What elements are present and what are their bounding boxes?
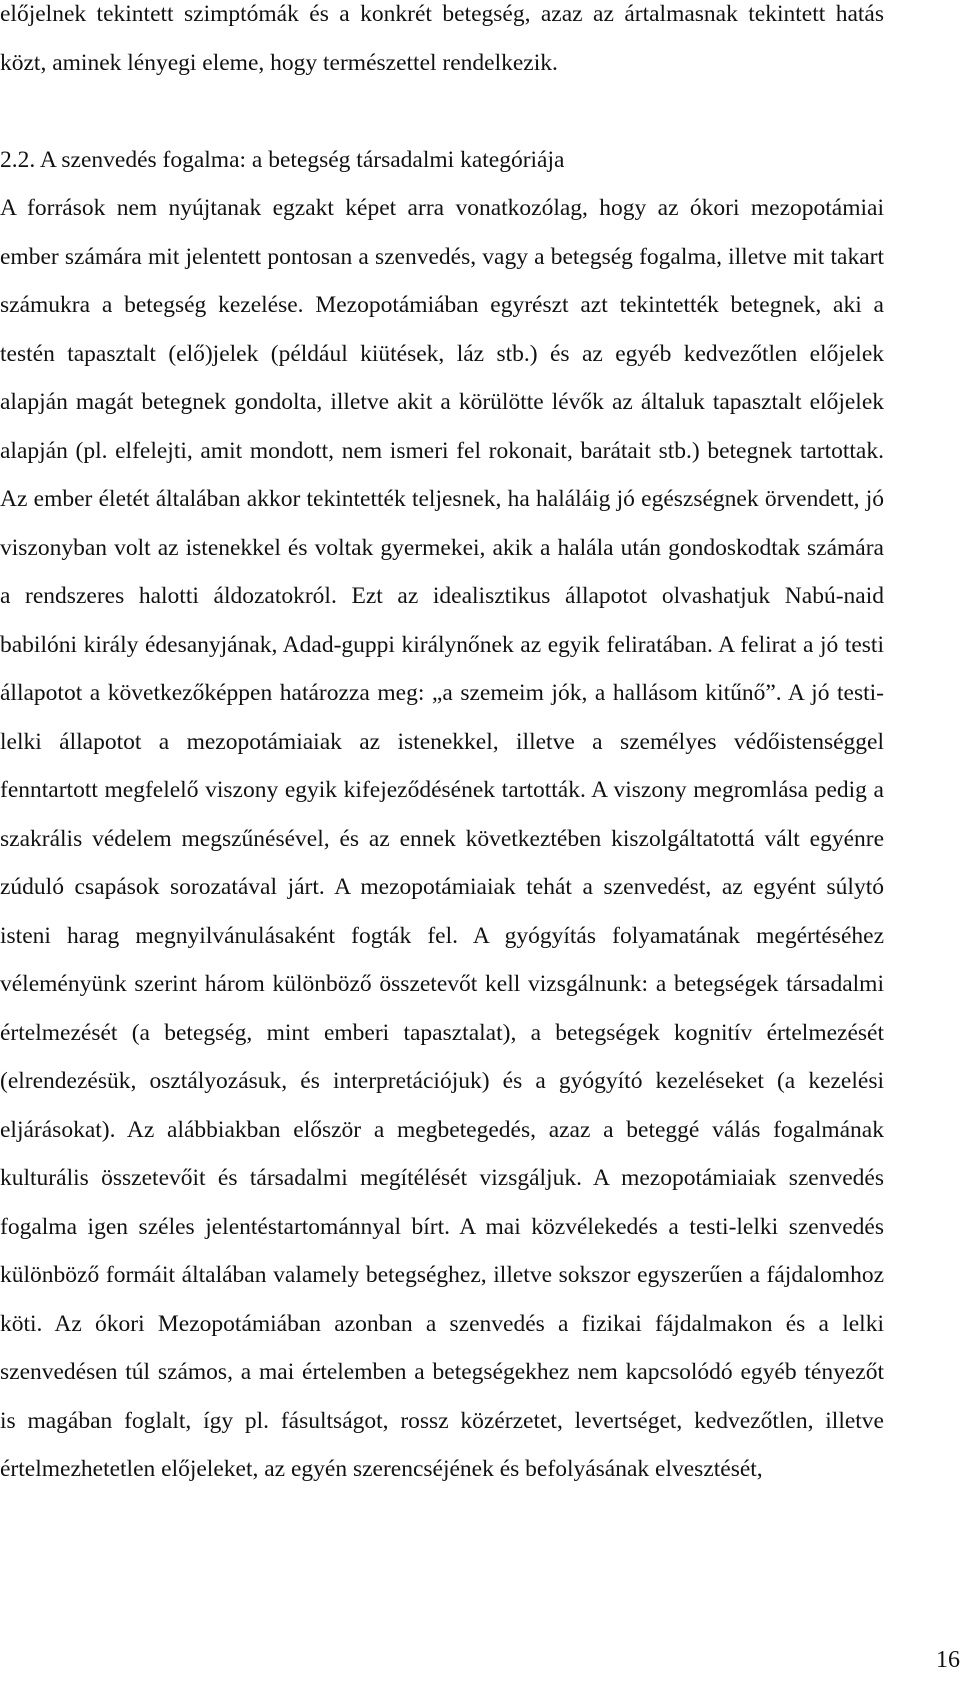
section-heading: 2.2. A szenvedés fogalma: a betegség társadalmi kategóriája bbox=[0, 146, 565, 173]
body-paragraph: A források nem nyújtanak egzakt képet arra vonatkozólag, hogy az ókori mezopotámiai ember számára mit jelentett pontosan a szenvedés, vagy a betegség fogalma, illetve mit takart számukra a betegség kezelése. Mezopotámiában egyrészt azt tekintették betegnek, aki a testén tapasztalt (elő)jelek (például kiütések, láz stb.) és az egyéb kedvezőtlen előjelek alapján magát betegnek gondolta, illetve akit a körülötte lévők az általuk tapasztalt előjelek alapján (pl. elfelejti, amit mondott, nem ismeri fel rokonait, barátait stb.) betegnek tartottak. Az ember életét általában akkor tekintették teljesnek, ha haláláig jó egészségnek örvendett, jó viszonyban volt az istenekkel és voltak gyermekei, akik a halála után gondoskodtak számára a rendszeres halotti áldozatokról. Ezt az idealisztikus állapotot olvashatjuk Nabú-naid babilóni király édesanyjának, Adad-guppi királynőnek az egyik feliratában. A felirat a jó testi állapotot a következőképpen határozza meg: „a szemeim jók, a hallásom kitűnő”. A jó testi-lelki állapotot a mezopotámiaiak az istenekkel, illetve a személyes védőistenséggel fenntartott megfelelő viszony egyik kifejeződésének tartották. A viszony megromlása pedig a szakrális védelem megszűnésével, és az ennek következtében kiszolgáltatottá vált egyénre zúduló csapások sorozatával járt. A mezopotámiaiak tehát a szenvedést, az egyént súlytó isteni harag megnyilvánulásaként fogták fel. A gyógyítás folyamatának megértéséhez véleményünk szerint három különböző összetevőt kell vizsgálnunk: a betegségek társadalmi értelmezését (a betegség, mint emberi tapasztalat), a betegségek kognitív értelmezését (elrendezésük, osztályozásuk, és interpretációjuk) és a gyógyító kezeléseket (a kezelési eljárásokat). Az alábbiakban először a megbetegedés, azaz a beteggé válás fogalmának kulturális összetevőit és társadalmi megítélését vizsgáljuk. A mezopotámiaiak szenvedés fogalma igen széles jelentéstartománnyal bírt. A mai közvélekedés a testi-lelki szenvedés különböző formáit általában valamely betegséghez, illetve sokszor egyszerűen a fájdalomhoz köti. Az ókori Mezopotámiában azonban a szenvedés a fizikai fájdalmakon és a lelki szenvedésen túl számos, a mai értelemben a betegségekhez nem kapcsolódó egyéb tényezőt is magában foglalt, így pl. fásultságot, rossz közérzetet, levertséget, kedvezőtlen, illetve értelmezhetetlen előjeleket, az egyén szerencséjének és befolyásának elvesztését, bbox=[0, 195, 884, 1482]
intro-paragraph: előjelnek tekintett szimptómák és a konkrét betegség, azaz az ártalmasnak tekintett hatás közt, aminek lényegi eleme, hogy természettel rendelkezik. bbox=[0, 1, 884, 76]
page-number: 16 bbox=[936, 1647, 960, 1673]
